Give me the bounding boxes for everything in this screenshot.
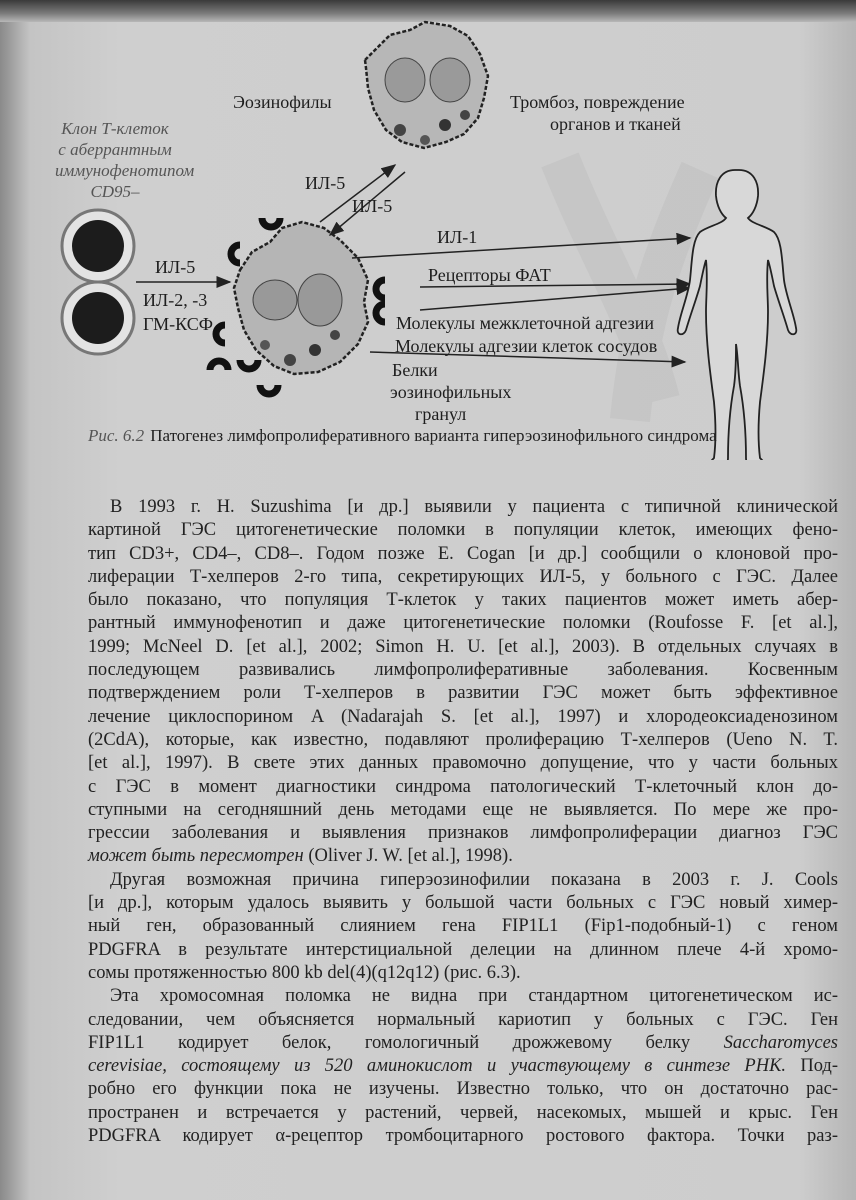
text: [и др.], которым удалось выявить у большой части больных с ГЭС новый химер- (88, 893, 838, 914)
text-line (88, 519, 838, 542)
label-tcell-clone-line: иммунофенотипом (55, 161, 195, 180)
text-line (88, 589, 838, 612)
text: ступными на сегодняшний день методами еще не выявляется. По мере же про- (88, 799, 838, 820)
label-thrombosis-line2: органов и тканей (550, 114, 681, 134)
text-line (88, 729, 838, 752)
italic-text: может быть пересмотрен (88, 846, 304, 867)
text: с ГЭС в момент диагностики синдрома патологический Т-клеточный клон до- (88, 776, 838, 797)
text-line (88, 845, 838, 868)
text-line (88, 752, 838, 775)
text-line (88, 869, 838, 892)
text: грессии заболевания и выявления признаков лимфопролиферации диагноз ГЭС (88, 823, 838, 844)
text: пространен и встречается у растений, червей, насекомых, мышей и крыс. Ген (88, 1102, 838, 1123)
text: В 1993 г. H. Suzushima [и др.] выявили у пациента с типичной клинической (110, 497, 838, 517)
text-line (88, 636, 838, 659)
text-line (88, 985, 838, 1008)
text-line (88, 939, 838, 962)
text: 1999; McNeel D. [et al.], 2002; Simon H. U. [et al.], 2003). В отдельных случаях в (88, 636, 838, 657)
text-line (88, 1055, 838, 1078)
label-granule-proteins-1: Белки (392, 360, 438, 380)
text-line (88, 612, 838, 635)
text-line (88, 1078, 838, 1101)
label-paf-receptors: Рецепторы ФАТ (428, 265, 551, 285)
text: (2CdA), которые, как известно, подавляют пролиферацию Т-хелперов (Ueno N. T. (88, 729, 838, 750)
text-line (88, 566, 838, 589)
t-cell-icon (62, 210, 134, 354)
text: ный ген, образованный слиянием гена FIP1L1 (Fip1-подобный-1) с геном (88, 916, 838, 937)
label-il5-down: ИЛ-5 (352, 196, 393, 216)
text: тип CD3+, CD4–, CD8–. Годом позже E. Cogan [и др.] сообщили о клоновой про- (88, 543, 838, 564)
text: было показано, что популяция Т-клеток у таких пациентов может иметь абер- (88, 590, 838, 611)
text: подтверждением роли Т-хелперов в развитии ГЭС может быть эффективное (88, 683, 838, 704)
eosinophil-main-icon (234, 222, 368, 374)
text-line (88, 682, 838, 705)
text: [et al.], 1997). В свете этих данных правомочно допущение, что у части больных (88, 753, 838, 774)
label-gm-csf: ГМ-КСФ (143, 314, 213, 334)
text: PDGFRA в результате интерстициальной делеции на длинном плече 4-й хромо- (88, 939, 838, 960)
label-tcell-clone-line: Клон Т-клеток (61, 119, 169, 138)
text: (Oliver J. W. [et al.], 1998). (303, 846, 513, 867)
figure-caption (88, 426, 717, 446)
text: Другая возможная причина гиперэозинофилии показана в 2003 г. J. Cools (110, 869, 838, 890)
text-line (88, 892, 838, 915)
label-il1: ИЛ-1 (437, 227, 478, 247)
text-line (88, 1032, 838, 1055)
text-line (88, 1009, 838, 1032)
text: PDGFRA кодирует α-рецептор тромбоцитарного ростового фактора. Точки раз- (88, 1126, 838, 1147)
body-text (88, 496, 838, 1148)
text-line (88, 1102, 838, 1125)
label-il5-left: ИЛ-5 (155, 257, 196, 277)
text: FIP1L1 кодирует белок, гомологичный дрожжевому белку (88, 1032, 724, 1053)
text-line (88, 543, 838, 566)
text: картиной ГЭС цитогенетические поломки в популяции клеток, имеющих фено- (88, 520, 838, 541)
text: последующем развивались лимфопролиферативные заболевания. Косвенным (88, 660, 838, 681)
figure-caption-text: Патогенез лимфопролиферативного варианта гиперэозинофильного синдрома (150, 426, 717, 445)
text-line (88, 915, 838, 938)
text-line (88, 822, 838, 845)
label-granule-proteins-2: эозинофильных (390, 382, 512, 402)
text-line (88, 496, 838, 519)
text-line (88, 776, 838, 799)
text: лечение циклоспорином A (Nadarajah S. [et al.], 1997) и хлородеоксиаденозином (88, 706, 838, 727)
text-line (88, 659, 838, 682)
eosinophil-top-icon (365, 22, 488, 148)
text-line (88, 799, 838, 822)
text: Под- (785, 1056, 838, 1077)
label-thrombosis-line1: Тромбоз, повреждение (510, 92, 685, 112)
italic-text: cerevisiae, состоящему из 520 аминокислот и участвующему в синтезе РНК. (88, 1056, 786, 1077)
figure-caption-number: Рис. 6.2 (88, 426, 145, 445)
text: сомы протяженностью 800 kb del(4)(q12q12) (рис. 6.3). (88, 962, 521, 983)
text-line (88, 1125, 838, 1148)
label-tcell-clone-line: CD95– (90, 182, 140, 201)
label-granule-proteins-3: гранул (415, 404, 467, 424)
label-tcell-clone-line: с аберрантным (58, 140, 172, 159)
text-line (88, 706, 838, 729)
label-eosinophils: Эозинофилы (233, 92, 332, 112)
text: Эта хромосомная поломка не видна при стандартном цитогенетическом ис- (110, 986, 838, 1007)
label-vcam: Молекулы адгезии клеток сосудов (395, 336, 658, 356)
text: лиферации Т-хелперов 2-го типа, секретирующих ИЛ-5, у больного с ГЭС. Далее (88, 566, 838, 587)
italic-text: Saccharomyces (723, 1032, 838, 1053)
label-tcell-clone (55, 118, 195, 202)
label-icam: Молекулы межклеточной адгезии (396, 313, 654, 333)
text: рантный иммунофенотип и даже цитогенетические поломки (Roufosse F. [et al.], (88, 613, 838, 634)
label-il5-up: ИЛ-5 (305, 173, 346, 193)
text-line (88, 962, 838, 985)
label-il2-3: ИЛ-2, -3 (143, 290, 208, 310)
text: следовании, чем объясняется нормальный кариотип у больных с ГЭС. Ген (88, 1009, 838, 1030)
text: робно его функции пока не изучены. Известно только, что он достаточно рас- (88, 1079, 838, 1100)
